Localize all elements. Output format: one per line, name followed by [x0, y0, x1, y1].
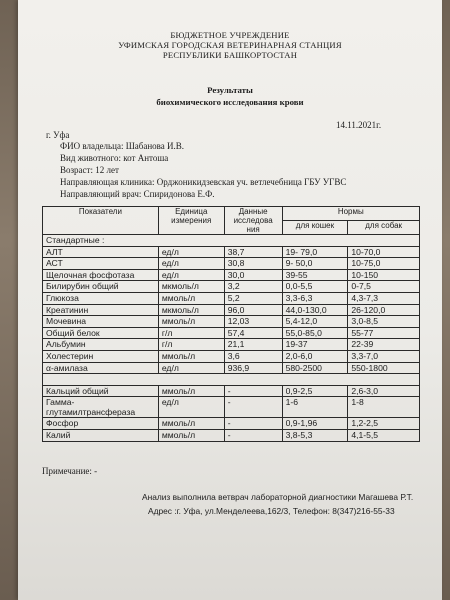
cell-cats: 0,9-2,5	[282, 385, 348, 397]
header-value: Данные исследова ния	[224, 207, 282, 235]
note: Примечание: -	[42, 466, 98, 476]
table-row	[43, 269, 420, 281]
header-dogs: для собак	[348, 221, 420, 235]
cell-dogs: 2,6-3,0	[348, 385, 420, 397]
cell-name: АСТ	[43, 258, 159, 270]
cell-cats: 5,4-12,0	[282, 316, 348, 328]
clinic-info: Направляющая клиника: Орджоникидзевская уч. ветлечебница ГБУ УГВС	[60, 177, 347, 187]
table-row	[43, 292, 420, 304]
cell-name: Гамма-глутамилтрансфераза	[43, 397, 159, 418]
cell-value: 5,2	[224, 292, 282, 304]
cell-cats: 0,9-1,96	[282, 418, 348, 430]
cell-cats: 580-2500	[282, 362, 348, 374]
doctor-info: Направляющий врач: Спиридонова Е.Ф.	[60, 189, 215, 199]
cell-dogs: 3,3-7,0	[348, 350, 420, 362]
cell-value: -	[224, 418, 282, 430]
cell-unit: мкмоль/л	[158, 281, 224, 293]
table-row	[43, 385, 420, 397]
cell-name: Кальций общий	[43, 385, 159, 397]
document-title	[18, 84, 442, 108]
results-table	[42, 206, 420, 442]
cell-unit: ед/л	[158, 397, 224, 418]
cell-value: 30,8	[224, 258, 282, 270]
cell-name: Фосфор	[43, 418, 159, 430]
cell-name: Мочевина	[43, 316, 159, 328]
cell-unit: ед/л	[158, 269, 224, 281]
cell-dogs: 4,3-7,3	[348, 292, 420, 304]
cell-name: Альбумин	[43, 339, 159, 351]
table-row	[43, 304, 420, 316]
age-info: Возраст: 12 лет	[60, 165, 119, 175]
cell-unit: ммоль/л	[158, 350, 224, 362]
cell-cats: 2,0-6,0	[282, 350, 348, 362]
cell-name: Билирубин общий	[43, 281, 159, 293]
organization-header	[18, 30, 442, 60]
cell-cats: 44,0-130,0	[282, 304, 348, 316]
org-line-3: РЕСПУБЛИКИ БАШКОРТОСТАН	[162, 50, 298, 60]
title-line-1: Результаты	[207, 85, 253, 95]
cell-name: Глюкоза	[43, 292, 159, 304]
cell-cats: 55,0-85,0	[282, 327, 348, 339]
cell-value: 30,0	[224, 269, 282, 281]
cell-unit: ммоль/л	[158, 292, 224, 304]
owner-info: ФИО владельца: Шабанова И.В.	[60, 141, 185, 151]
cell-cats: 39-55	[282, 269, 348, 281]
title-line-2: биохимического исследования крови	[156, 97, 304, 107]
cell-dogs: 1,2-2,5	[348, 418, 420, 430]
cell-unit: ммоль/л	[158, 429, 224, 441]
cell-cats: 9- 50,0	[282, 258, 348, 270]
table-separator	[43, 374, 420, 386]
cell-unit: ммоль/л	[158, 418, 224, 430]
table-row	[43, 397, 420, 418]
cell-dogs: 55-77	[348, 327, 420, 339]
header-indicator: Показатели	[43, 207, 159, 235]
cell-name: α-амилаза	[43, 362, 159, 374]
cell-value: 96,0	[224, 304, 282, 316]
cell-dogs: 4,1-5,5	[348, 429, 420, 441]
table-row	[43, 246, 420, 258]
cell-value: 38,7	[224, 246, 282, 258]
cell-name: АЛТ	[43, 246, 159, 258]
table-row	[43, 327, 420, 339]
cell-unit: мкмоль/л	[158, 304, 224, 316]
cell-dogs: 0-7,5	[348, 281, 420, 293]
cell-value: 21,1	[224, 339, 282, 351]
cell-unit: ед/л	[158, 246, 224, 258]
table-row	[43, 281, 420, 293]
cell-dogs: 10-75,0	[348, 258, 420, 270]
cell-name: Холестерин	[43, 350, 159, 362]
header-unit: Единица измерения	[158, 207, 224, 235]
cell-dogs: 10-70,0	[348, 246, 420, 258]
cell-dogs: 550-1800	[348, 362, 420, 374]
cell-unit: ммоль/л	[158, 385, 224, 397]
cell-name: Калий	[43, 429, 159, 441]
cell-dogs: 26-120,0	[348, 304, 420, 316]
separator-cell	[43, 374, 420, 386]
org-line-2: УФИМСКАЯ ГОРОДСКАЯ ВЕТЕРИНАРНАЯ СТАНЦИЯ	[118, 40, 342, 50]
cell-unit: г/л	[158, 327, 224, 339]
table-row	[43, 429, 420, 441]
header-norms: Нормы	[282, 207, 419, 221]
table-row	[43, 362, 420, 374]
cell-name: Общий белок	[43, 327, 159, 339]
section-standard: Стандартные :	[43, 235, 420, 247]
cell-value: -	[224, 385, 282, 397]
cell-dogs: 22-39	[348, 339, 420, 351]
cell-unit: ед/л	[158, 258, 224, 270]
cell-cats: 19- 79,0	[282, 246, 348, 258]
document-sheet	[18, 0, 442, 600]
table-row	[43, 339, 420, 351]
table-row	[43, 350, 420, 362]
cell-cats: 3,8-5,3	[282, 429, 348, 441]
cell-dogs: 3,0-8,5	[348, 316, 420, 328]
cell-cats: 19-37	[282, 339, 348, 351]
animal-info: Вид животного: кот Антоша	[60, 153, 169, 163]
cell-value: 936,9	[224, 362, 282, 374]
cell-value: -	[224, 397, 282, 418]
cell-value: 3,2	[224, 281, 282, 293]
cell-unit: ммоль/л	[158, 316, 224, 328]
cell-dogs: 10-150	[348, 269, 420, 281]
cell-value: 3,6	[224, 350, 282, 362]
cell-value: 57,4	[224, 327, 282, 339]
cell-value: -	[224, 429, 282, 441]
cell-cats: 3,3-6,3	[282, 292, 348, 304]
cell-name: Щелочная фосфотаза	[43, 269, 159, 281]
header-cats: для кошек	[282, 221, 348, 235]
org-line-1: БЮДЖЕТНОЕ УЧРЕЖДЕНИЕ	[170, 30, 290, 40]
cell-name: Креатинин	[43, 304, 159, 316]
table-row	[43, 258, 420, 270]
results-body	[43, 235, 420, 442]
table-row	[43, 418, 420, 430]
footer-line-2: Адрес :г. Уфа, ул.Менделеева,162/3, Телефон: 8(347)216-55-33	[148, 506, 395, 516]
cell-cats: 1-6	[282, 397, 348, 418]
cell-cats: 0,0-5,5	[282, 281, 348, 293]
cell-unit: г/л	[158, 339, 224, 351]
cell-value: 12,03	[224, 316, 282, 328]
document-city: г. Уфа	[46, 130, 70, 140]
footer-line-1: Анализ выполнила ветврач лабораторной диагностики Магашева Р.Т.	[142, 492, 414, 502]
cell-unit: ед/л	[158, 362, 224, 374]
cell-dogs: 1-8	[348, 397, 420, 418]
table-row	[43, 316, 420, 328]
document-date: 14.11.2021г.	[336, 120, 382, 130]
